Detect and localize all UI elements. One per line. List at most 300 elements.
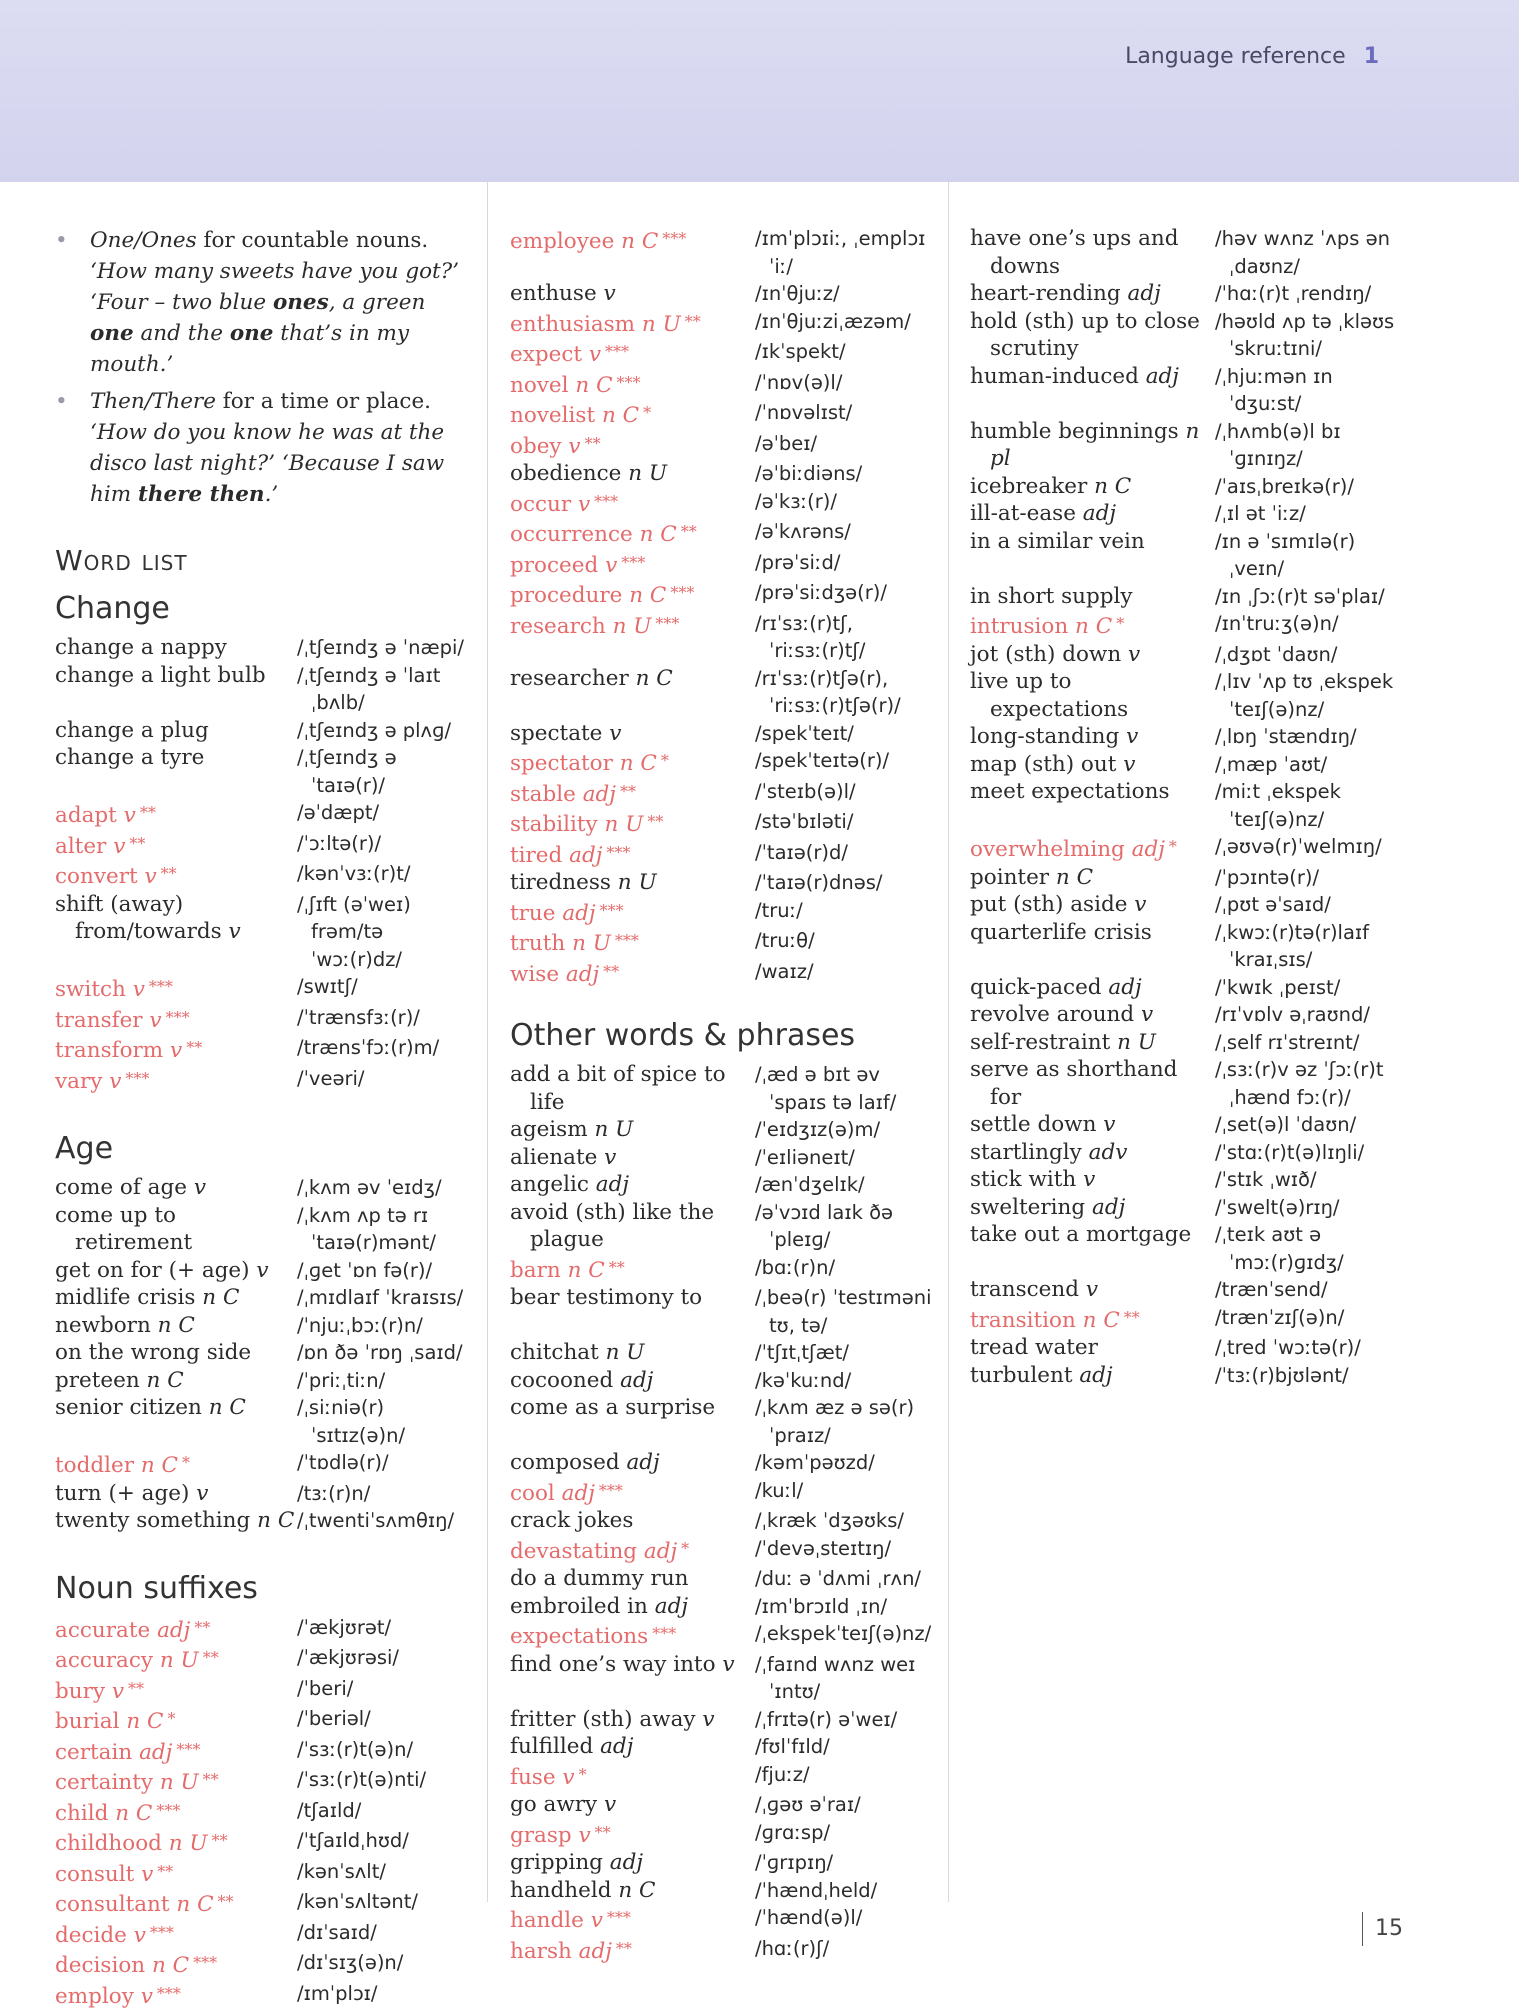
part-of-speech: v <box>1134 892 1146 917</box>
frequency-stars: ** <box>603 962 619 981</box>
frequency-stars: ** <box>203 1648 219 1667</box>
frequency-stars: ** <box>212 1831 228 1850</box>
part-of-speech: n C <box>1094 474 1131 499</box>
pronunciation: /ˈnɒv(ə)l/ <box>755 369 940 400</box>
headword: have one’s ups and downs <box>970 225 1215 280</box>
pronunciation: /ˈhænd(ə)l/ <box>755 1904 940 1935</box>
word-entry <box>510 1339 940 1367</box>
pronunciation: /kənˈsʌltənt/ <box>297 1888 465 1919</box>
word-entry <box>55 891 465 974</box>
frequency-stars: ** <box>194 1618 210 1637</box>
section-title: Age <box>55 1131 465 1166</box>
word-entry <box>970 1029 1400 1057</box>
pronunciation: /ɪnˈtruːʒ(ə)n/ <box>1215 610 1400 641</box>
word-entry <box>510 610 940 665</box>
pronunciation: /ˌtʃeɪndʒ ə ˈnæpi/ <box>297 634 465 662</box>
word-entry <box>510 1367 940 1395</box>
part-of-speech: n U <box>160 1648 199 1673</box>
pronunciation: /tʃaɪld/ <box>297 1797 465 1828</box>
word-entry <box>510 778 940 809</box>
word-list-heading: Word list <box>55 544 465 577</box>
frequency-stars: ** <box>161 864 177 883</box>
headword: research n U *** <box>510 610 755 665</box>
part-of-speech: v <box>1083 1167 1095 1192</box>
frequency-stars: *** <box>150 1923 174 1942</box>
frequency-stars: ** <box>681 522 697 541</box>
word-entry <box>510 225 940 280</box>
headword: proceed v *** <box>510 549 755 580</box>
pronunciation: /ˌbeə(r) ˈtestɪməni tʊ, tə/ <box>755 1284 940 1339</box>
headword: harsh adj ** <box>510 1935 755 1966</box>
word-entry <box>55 1394 465 1449</box>
headword: intrusion n C * <box>970 610 1215 641</box>
part-of-speech: v <box>568 434 580 459</box>
word-entry <box>510 1394 940 1449</box>
word-entry <box>55 1034 465 1065</box>
pronunciation: /ˈtrænsfɜː(r)/ <box>297 1004 465 1035</box>
pronunciation: /ˈhɑː(r)t ˌrendɪŋ/ <box>1215 280 1400 308</box>
pronunciation: /ˈpɔɪntə(r)/ <box>1215 864 1400 892</box>
word-entry <box>970 363 1400 418</box>
pronunciation: /ˈhændˌheld/ <box>755 1877 940 1905</box>
headword: child n C *** <box>55 1797 297 1828</box>
headword: decision n C *** <box>55 1949 297 1980</box>
pronunciation: /ˌkʌm æz ə sə(r)ˈpraɪz/ <box>755 1394 940 1449</box>
pronunciation: /həv wʌnz ˈʌps ən ˌdaʊnz/ <box>1215 225 1400 280</box>
word-entry <box>55 1980 465 2010</box>
pronunciation: /ˌtʃeɪndʒ ə plʌɡ/ <box>297 717 465 745</box>
frequency-stars: *** <box>621 553 645 572</box>
word-entry <box>55 1827 465 1858</box>
part-of-speech: adj <box>610 1850 643 1875</box>
word-entry <box>510 747 940 778</box>
word-entry <box>510 579 940 610</box>
word-entry <box>55 1004 465 1035</box>
word-entry <box>510 897 940 928</box>
part-of-speech: v <box>591 1908 603 1933</box>
headword: midlife crisis n C <box>55 1284 297 1312</box>
headword: serve as shorthand for <box>970 1056 1215 1111</box>
frequency-stars: * <box>661 751 669 770</box>
headword: hold (sth) up to close scrutiny <box>970 308 1215 363</box>
part-of-speech: adj <box>566 962 599 987</box>
pronunciation: /əˈbeɪ/ <box>755 430 940 461</box>
word-entry <box>970 1194 1400 1222</box>
frequency-stars: * <box>182 1453 190 1472</box>
headword: gripping adj <box>510 1849 755 1877</box>
word-entry <box>55 1065 465 1096</box>
frequency-stars: ** <box>1124 1308 1140 1327</box>
headword: expectations *** <box>510 1620 755 1651</box>
frequency-stars: *** <box>599 1481 623 1500</box>
headword: put (sth) aside v <box>970 891 1215 919</box>
frequency-stars: ** <box>140 803 156 822</box>
frequency-stars: *** <box>176 1740 200 1759</box>
word-entry <box>55 1174 465 1202</box>
word-entry <box>55 662 465 717</box>
part-of-speech: n C <box>568 1258 605 1283</box>
headword: stability n U ** <box>510 808 755 839</box>
pronunciation: /trænˈsend/ <box>1215 1276 1400 1304</box>
word-entry <box>510 308 940 339</box>
pronunciation: /bɑː(r)n/ <box>755 1254 940 1285</box>
pronunciation: /ˌpʊt əˈsaɪd/ <box>1215 891 1400 919</box>
frequency-stars: ** <box>595 1823 611 1842</box>
word-entry <box>970 1276 1400 1304</box>
word-entry <box>55 799 465 830</box>
pronunciation: /ˌfaɪnd wʌnz weɪ ˈɪntʊ/ <box>755 1651 940 1706</box>
word-entry <box>970 864 1400 892</box>
word-entry <box>510 665 940 720</box>
pronunciation: /ˈpriːˌtiːn/ <box>297 1367 465 1395</box>
frequency-stars: *** <box>193 1953 217 1972</box>
pronunciation: /spekˈteɪt/ <box>755 720 940 748</box>
word-entry <box>510 1877 940 1905</box>
pronunciation: /ˌəʊvə(r)ˈwelmɪŋ/ <box>1215 833 1400 864</box>
part-of-speech: adj <box>1079 1363 1112 1388</box>
frequency-stars: ** <box>203 1770 219 1789</box>
word-entry <box>55 1797 465 1828</box>
headword: true adj *** <box>510 897 755 928</box>
word-entry <box>970 225 1400 280</box>
headword: switch v *** <box>55 973 297 1004</box>
pronunciation: /ɪkˈspekt/ <box>755 338 940 369</box>
headword: overwhelming adj * <box>970 833 1215 864</box>
part-of-speech: v <box>196 1481 208 1506</box>
frequency-stars: *** <box>607 1908 631 1927</box>
part-of-speech: adj <box>579 1939 612 1964</box>
word-entry <box>55 1858 465 1889</box>
headword: add a bit of spice to life <box>510 1061 755 1116</box>
frequency-stars: *** <box>166 1008 190 1027</box>
pronunciation: /ˌsiːniə(r) ˈsɪtɪz(ə)n/ <box>297 1394 465 1449</box>
pronunciation: /ˈɔːltə(r)/ <box>297 830 465 861</box>
pronunciation: /swɪtʃ/ <box>297 973 465 1004</box>
part-of-speech: adv <box>1089 1140 1128 1165</box>
part-of-speech: v <box>124 803 136 828</box>
word-entry <box>970 500 1400 528</box>
word-entry <box>55 1480 465 1508</box>
word-entry <box>510 869 940 897</box>
pronunciation: /ˈtaɪə(r)dnəs/ <box>755 869 940 897</box>
word-entry <box>510 1733 940 1761</box>
headword: human-induced adj <box>970 363 1215 418</box>
word-entry <box>55 1449 465 1480</box>
pronunciation: /prəˈsiːdʒə(r)/ <box>755 579 940 610</box>
pronunciation: /ˌtʃeɪndʒ ə ˈlaɪtˌbʌlb/ <box>297 662 465 717</box>
frequency-stars: ** <box>129 834 145 853</box>
headword: humble beginnings n pl <box>970 418 1215 473</box>
part-of-speech: n C <box>202 1285 239 1310</box>
pronunciation: /ˌkʌm ʌp tə rɪˈtaɪə(r)mənt/ <box>297 1202 465 1257</box>
headword: twenty something n C <box>55 1507 297 1535</box>
frequency-stars: ** <box>218 1892 234 1911</box>
word-entry <box>970 1056 1400 1111</box>
headword: certainty n U ** <box>55 1766 297 1797</box>
headword: fritter (sth) away v <box>510 1706 755 1734</box>
word-entry <box>510 1565 940 1593</box>
headword: grasp v ** <box>510 1819 755 1850</box>
section-title: Change <box>55 591 465 626</box>
word-entry <box>510 1116 940 1144</box>
part-of-speech: adj <box>1108 975 1141 1000</box>
headword: alter v ** <box>55 830 297 861</box>
headword: certain adj *** <box>55 1736 297 1767</box>
word-entry <box>970 974 1400 1002</box>
headword: embroiled in adj <box>510 1593 755 1621</box>
word-entry <box>55 973 465 1004</box>
pronunciation: /ˈstɪk ˌwɪð/ <box>1215 1166 1400 1194</box>
word-entry <box>510 488 940 519</box>
headword: vary v *** <box>55 1065 297 1096</box>
headword: tired adj *** <box>510 839 755 870</box>
headword: barn n C ** <box>510 1254 755 1285</box>
pronunciation: /ˌlɒŋ ˈstændɪŋ/ <box>1215 723 1400 751</box>
pronunciation: /ˌself rɪˈstreɪnt/ <box>1215 1029 1400 1057</box>
word-entry <box>55 1766 465 1797</box>
headword: toddler n C * <box>55 1449 297 1480</box>
part-of-speech: n U <box>613 614 652 639</box>
word-entry <box>55 1888 465 1919</box>
headword: alienate v <box>510 1144 755 1172</box>
headword: consultant n C ** <box>55 1888 297 1919</box>
pronunciation: /həʊld ʌp tə ˌkləʊs ˈskruːtɪni/ <box>1215 308 1400 363</box>
pronunciation: /kəˈkuːnd/ <box>755 1367 940 1395</box>
frequency-stars: *** <box>149 977 173 996</box>
word-entry <box>55 717 465 745</box>
pronunciation: /ˌhjuːmən ɪnˈdʒuːst/ <box>1215 363 1400 418</box>
frequency-stars: *** <box>600 901 624 920</box>
part-of-speech: adj <box>569 843 602 868</box>
headword: cocooned adj <box>510 1367 755 1395</box>
frequency-stars: *** <box>606 843 630 862</box>
pronunciation: /ˌkræk ˈdʒəʊks/ <box>755 1507 940 1535</box>
part-of-speech: v <box>1141 1002 1153 1027</box>
part-of-speech: adj <box>1083 501 1116 526</box>
word-entry <box>510 1477 940 1508</box>
part-of-speech: adj <box>139 1740 172 1765</box>
headword: avoid (sth) like the plague <box>510 1199 755 1254</box>
pronunciation: /ˈsɜː(r)t(ə)nti/ <box>297 1766 465 1797</box>
word-entry <box>970 1111 1400 1139</box>
part-of-speech: v <box>229 919 241 944</box>
note-text: for a time or place. <box>216 389 431 414</box>
part-of-speech: n C <box>1075 614 1112 639</box>
word-entry <box>55 1614 465 1645</box>
pronunciation: /dɪˈsɪʒ(ə)n/ <box>297 1949 465 1980</box>
part-of-speech: n C <box>115 1801 152 1826</box>
headword: icebreaker n C <box>970 473 1215 501</box>
headword: come as a surprise <box>510 1394 755 1449</box>
frequency-stars: ** <box>647 812 663 831</box>
word-entry <box>510 927 940 958</box>
word-entry <box>510 460 940 488</box>
part-of-speech: v <box>141 1862 153 1887</box>
headword: composed adj <box>510 1449 755 1477</box>
word-entry <box>510 808 940 839</box>
frequency-stars: ** <box>609 1258 625 1277</box>
pronunciation: /ˈækjʊrəsi/ <box>297 1644 465 1675</box>
word-entry <box>55 1257 465 1285</box>
word-entry <box>510 1199 940 1254</box>
pronunciation: /əˈkʌrəns/ <box>755 518 940 549</box>
pronunciation: /ɪn ˌʃɔː(r)t səˈplaɪ/ <box>1215 583 1400 611</box>
pronunciation: /ˈsɜː(r)t(ə)n/ <box>297 1736 465 1767</box>
part-of-speech: v <box>170 1038 182 1063</box>
headword: take out a mortgage <box>970 1221 1215 1276</box>
frequency-stars: ** <box>186 1038 202 1057</box>
frequency-stars: * <box>579 1765 587 1784</box>
word-entry <box>510 958 940 989</box>
frequency-stars: ** <box>616 1939 632 1958</box>
word-entry <box>510 720 940 748</box>
page-number: 15 <box>1362 1912 1403 1946</box>
headword: consult v ** <box>55 1858 297 1889</box>
word-entry <box>510 1507 940 1535</box>
headword: handheld n C <box>510 1877 755 1905</box>
part-of-speech: n C <box>640 522 677 547</box>
word-entry <box>510 1535 940 1566</box>
word-entry <box>55 1675 465 1706</box>
part-of-speech: adj <box>562 1481 595 1506</box>
part-of-speech: n U <box>628 461 667 486</box>
word-entry <box>55 1644 465 1675</box>
pronunciation: /ˈkwɪk ˌpeɪst/ <box>1215 974 1400 1002</box>
pronunciation: /dɪˈsaɪd/ <box>297 1919 465 1950</box>
headword: researcher n C <box>510 665 755 720</box>
note-lead: One/Ones <box>90 228 197 253</box>
headword: jot (sth) down v <box>970 641 1215 669</box>
pronunciation: /ˈberiəl/ <box>297 1705 465 1736</box>
headword: truth n U *** <box>510 927 755 958</box>
part-of-speech: n U <box>618 870 657 895</box>
pronunciation: /ˌɪl ət ˈiːz/ <box>1215 500 1400 528</box>
word-entry <box>970 1139 1400 1167</box>
headword: obedience n U <box>510 460 755 488</box>
headword: burial n C * <box>55 1705 297 1736</box>
word-entry <box>510 518 940 549</box>
word-entry <box>55 830 465 861</box>
column-1 <box>55 225 465 2010</box>
headword: senior citizen n C <box>55 1394 297 1449</box>
note-item <box>55 225 465 380</box>
note-example: ‘How many sweets have you got?’ ‘Four – two blue ones, a green one and the one that’s in my mouth.’ <box>90 259 459 377</box>
headword: transcend v <box>970 1276 1215 1304</box>
pronunciation: /ˌtwentiˈsʌmθɪŋ/ <box>297 1507 465 1535</box>
pronunciation: /ˈnjuːˌbɔː(r)n/ <box>297 1312 465 1340</box>
part-of-speech: v <box>589 342 601 367</box>
part-of-speech: adj <box>583 782 616 807</box>
headword: get on for (+ age) v <box>55 1257 297 1285</box>
word-entry <box>55 1367 465 1395</box>
word-entry <box>970 919 1400 974</box>
part-of-speech: v <box>1128 642 1140 667</box>
pronunciation: /trænsˈfɔː(r)m/ <box>297 1034 465 1065</box>
part-of-speech: adj <box>600 1734 633 1759</box>
word-entry <box>55 1339 465 1367</box>
part-of-speech: v <box>604 1792 616 1817</box>
frequency-stars: ** <box>128 1679 144 1698</box>
part-of-speech: v <box>112 1679 124 1704</box>
part-of-speech: n C <box>147 1368 184 1393</box>
pronunciation: /ænˈdʒelɪk/ <box>755 1171 940 1199</box>
headword: quick-paced adj <box>970 974 1215 1002</box>
pronunciation: /ˌdʒɒt ˈdaʊn/ <box>1215 641 1400 669</box>
pronunciation: /ˈtaɪə(r)d/ <box>755 839 940 870</box>
pronunciation: /ˈberi/ <box>297 1675 465 1706</box>
part-of-speech: n C <box>1056 865 1093 890</box>
part-of-speech: n C <box>257 1508 294 1533</box>
word-entry <box>970 1362 1400 1390</box>
word-entry <box>510 1593 940 1621</box>
pronunciation: /prəˈsiːd/ <box>755 549 940 580</box>
word-entry <box>510 338 940 369</box>
pronunciation: /ˈtɜː(r)bjʊlənt/ <box>1215 1362 1400 1390</box>
headword: newborn n C <box>55 1312 297 1340</box>
pronunciation: /fʊlˈfɪld/ <box>755 1733 940 1761</box>
word-entry <box>510 1620 940 1651</box>
word-entry <box>970 723 1400 751</box>
pronunciation: /rɪˈvɒlv əˌraʊnd/ <box>1215 1001 1400 1029</box>
word-entry <box>55 860 465 891</box>
frequency-stars: *** <box>655 614 679 633</box>
headword: procedure n C *** <box>510 579 755 610</box>
word-entry <box>510 1651 940 1706</box>
pronunciation: /ˌɡəʊ əˈraɪ/ <box>755 1791 940 1819</box>
pronunciation: /kənˈsʌlt/ <box>297 1858 465 1889</box>
headword: occur v *** <box>510 488 755 519</box>
part-of-speech: adj <box>1092 1195 1125 1220</box>
word-entry <box>55 744 465 799</box>
part-of-speech: v <box>1086 1277 1098 1302</box>
headword: self-restraint n U <box>970 1029 1215 1057</box>
part-of-speech: v <box>579 1823 591 1848</box>
headword: fuse v * <box>510 1761 755 1792</box>
headword: novelist n C * <box>510 399 755 430</box>
headword: employ v *** <box>55 1980 297 2010</box>
headword: bear testimony to <box>510 1284 755 1339</box>
part-of-speech: v <box>578 492 590 517</box>
pronunciation: /hɑː(r)ʃ/ <box>755 1935 940 1966</box>
pronunciation: /ˈtʃɪtˌtʃæt/ <box>755 1339 940 1367</box>
headword: preteen n C <box>55 1367 297 1395</box>
word-entry <box>510 1061 940 1116</box>
pronunciation: /ˌekspekˈteɪʃ(ə)nz/ <box>755 1620 940 1651</box>
running-header <box>1125 44 1379 69</box>
word-entry <box>970 1166 1400 1194</box>
frequency-stars: *** <box>617 373 641 392</box>
word-entry <box>55 1507 465 1535</box>
section-age <box>55 1131 465 1535</box>
part-of-speech: n C <box>602 403 639 428</box>
pronunciation: /ˌæd ə bɪt əv ˈspaɪs tə laɪf/ <box>755 1061 940 1116</box>
part-of-speech: n C <box>636 666 673 691</box>
pronunciation: /trænˈzɪʃ(ə)n/ <box>1215 1304 1400 1335</box>
pronunciation: /ˈveəri/ <box>297 1065 465 1096</box>
headword: change a light bulb <box>55 662 297 717</box>
pronunciation: /ˈaɪsˌbreɪkə(r)/ <box>1215 473 1400 501</box>
part-of-speech: n U <box>1117 1030 1156 1055</box>
part-of-speech: n C <box>629 583 666 608</box>
headword: shift (away) from/towards v <box>55 891 297 974</box>
word-entry <box>510 1706 940 1734</box>
headword: transform v ** <box>55 1034 297 1065</box>
frequency-stars: ** <box>585 434 601 453</box>
pronunciation: /əˈbiːdiəns/ <box>755 460 940 488</box>
part-of-speech: n C <box>621 229 658 254</box>
pronunciation: /ˌlɪv ˈʌp tʊ ˌekspekˈteɪʃ(ə)nz/ <box>1215 668 1400 723</box>
pronunciation: /ɪnˈθjuːziˌæzəm/ <box>755 308 940 339</box>
